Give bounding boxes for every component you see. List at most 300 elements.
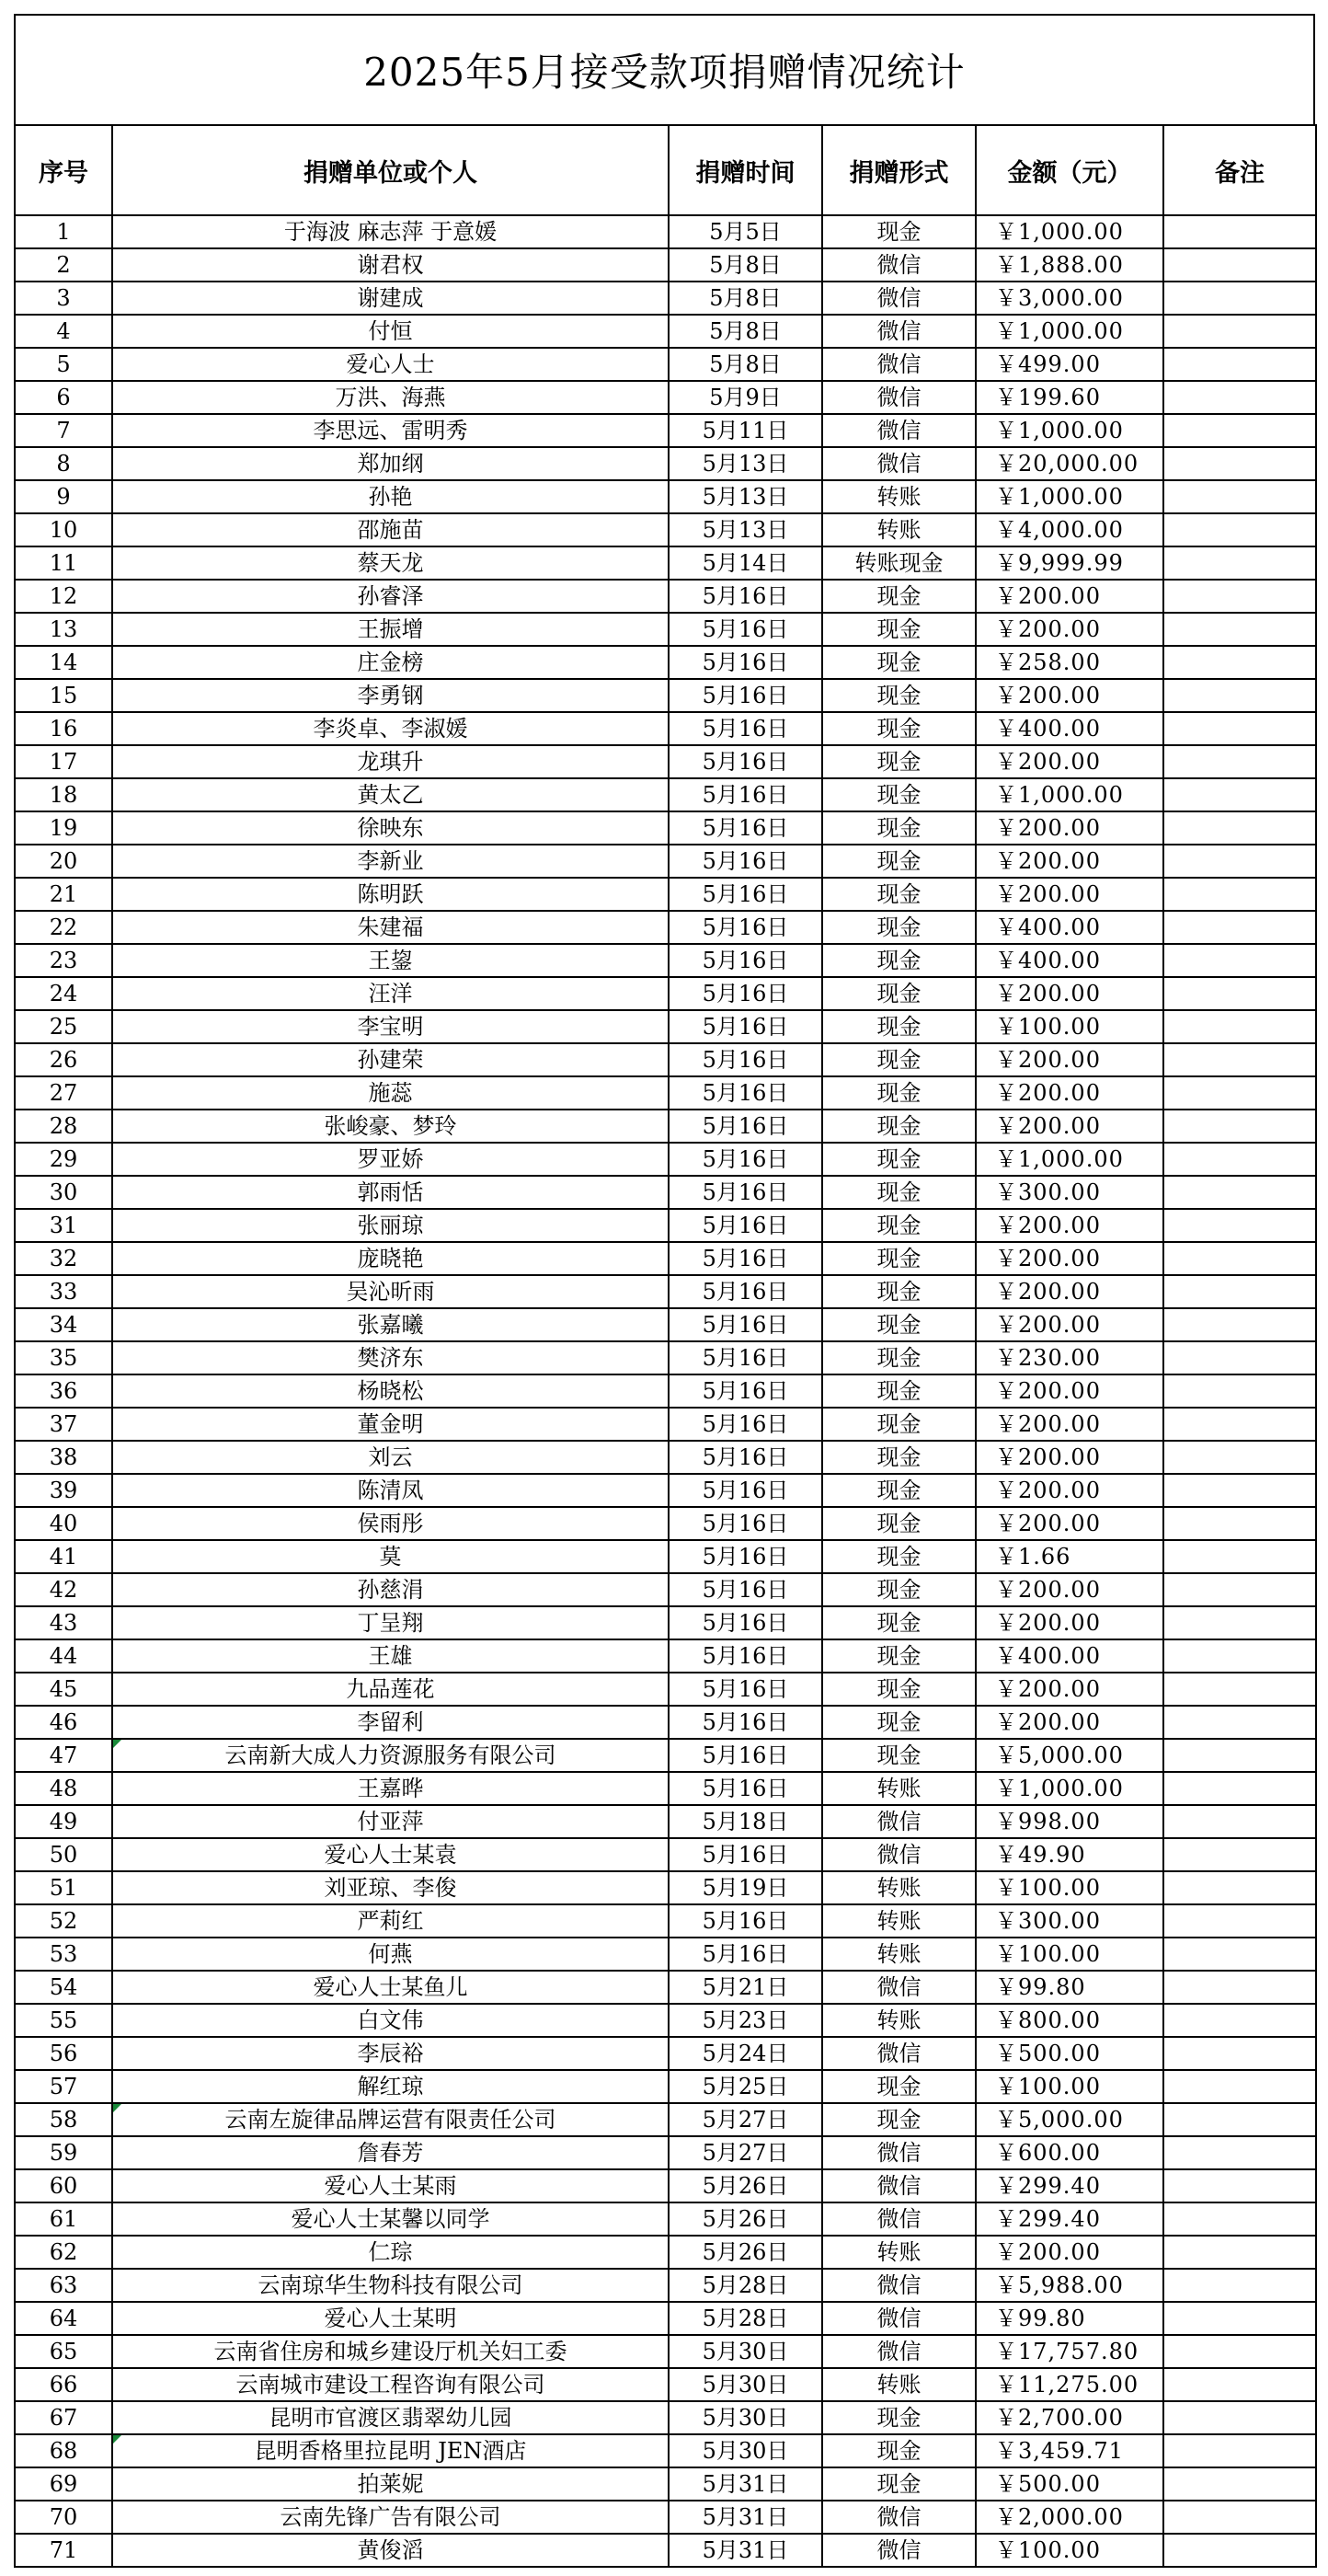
cell-note[interactable] (1163, 679, 1316, 712)
cell-note[interactable] (1163, 447, 1316, 480)
cell-donor[interactable]: 陈明跃 (112, 878, 669, 911)
cell-note[interactable] (1163, 1308, 1316, 1341)
cell-date[interactable]: 5月25日 (669, 2070, 822, 2103)
cell-method[interactable]: 现金 (822, 613, 976, 646)
cell-note[interactable] (1163, 646, 1316, 679)
cell-amount[interactable]: ￥400.00 (976, 1639, 1163, 1673)
cell-amount[interactable]: ￥200.00 (976, 679, 1163, 712)
cell-date[interactable]: 5月26日 (669, 2202, 822, 2236)
cell-note[interactable] (1163, 1805, 1316, 1838)
cell-note[interactable] (1163, 2501, 1316, 2534)
cell-date[interactable]: 5月16日 (669, 1143, 822, 1176)
cell-amount[interactable]: ￥299.40 (976, 2202, 1163, 2236)
cell-method[interactable]: 微信 (822, 2501, 976, 2534)
cell-index[interactable]: 46 (15, 1706, 112, 1739)
cell-note[interactable] (1163, 1673, 1316, 1706)
cell-note[interactable] (1163, 1772, 1316, 1805)
cell-index[interactable]: 66 (15, 2368, 112, 2401)
cell-amount[interactable]: ￥998.00 (976, 1805, 1163, 1838)
cell-donor[interactable]: 孙慈涓 (112, 1573, 669, 1606)
cell-index[interactable]: 1 (15, 215, 112, 248)
cell-note[interactable] (1163, 1408, 1316, 1441)
cell-note[interactable] (1163, 215, 1316, 248)
cell-amount[interactable]: ￥49.90 (976, 1838, 1163, 1871)
cell-donor[interactable]: 孙艳 (112, 480, 669, 513)
cell-note[interactable] (1163, 1507, 1316, 1540)
cell-note[interactable] (1163, 546, 1316, 580)
cell-method[interactable]: 现金 (822, 1341, 976, 1374)
cell-method[interactable]: 现金 (822, 977, 976, 1010)
cell-method[interactable]: 现金 (822, 1176, 976, 1209)
cell-donor[interactable]: 王雄 (112, 1639, 669, 1673)
cell-date[interactable]: 5月16日 (669, 1374, 822, 1408)
cell-method[interactable]: 现金 (822, 1308, 976, 1341)
cell-method[interactable]: 微信 (822, 2037, 976, 2070)
cell-date[interactable]: 5月5日 (669, 215, 822, 248)
cell-index[interactable]: 42 (15, 1573, 112, 1606)
cell-method[interactable]: 现金 (822, 911, 976, 944)
header-date[interactable]: 捐赠时间 (669, 125, 822, 215)
cell-note[interactable] (1163, 580, 1316, 613)
cell-date[interactable]: 5月16日 (669, 1938, 822, 1971)
cell-date[interactable]: 5月16日 (669, 1838, 822, 1871)
cell-index[interactable]: 54 (15, 1971, 112, 2004)
cell-date[interactable]: 5月16日 (669, 1275, 822, 1308)
cell-note[interactable] (1163, 1938, 1316, 1971)
cell-donor[interactable]: 李宝明 (112, 1010, 669, 1043)
cell-note[interactable] (1163, 1739, 1316, 1772)
cell-index[interactable]: 45 (15, 1673, 112, 1706)
cell-note[interactable] (1163, 613, 1316, 646)
cell-date[interactable]: 5月8日 (669, 248, 822, 282)
cell-date[interactable]: 5月27日 (669, 2103, 822, 2136)
cell-date[interactable]: 5月16日 (669, 977, 822, 1010)
cell-date[interactable]: 5月27日 (669, 2136, 822, 2169)
cell-donor[interactable]: 丁呈翔 (112, 1606, 669, 1639)
cell-date[interactable]: 5月16日 (669, 1540, 822, 1573)
cell-date[interactable]: 5月16日 (669, 1706, 822, 1739)
cell-method[interactable]: 转账 (822, 480, 976, 513)
cell-date[interactable]: 5月16日 (669, 1076, 822, 1110)
cell-date[interactable]: 5月16日 (669, 1242, 822, 1275)
cell-date[interactable]: 5月31日 (669, 2534, 822, 2567)
cell-donor[interactable]: 解红琼 (112, 2070, 669, 2103)
cell-index[interactable]: 61 (15, 2202, 112, 2236)
cell-note[interactable] (1163, 480, 1316, 513)
cell-donor[interactable] (112, 2434, 669, 2467)
cell-amount[interactable]: ￥200.00 (976, 1242, 1163, 1275)
cell-note[interactable] (1163, 778, 1316, 811)
cell-amount[interactable]: ￥300.00 (976, 1904, 1163, 1938)
cell-amount[interactable]: ￥1,000.00 (976, 480, 1163, 513)
cell-method[interactable]: 现金 (822, 944, 976, 977)
cell-index[interactable]: 29 (15, 1143, 112, 1176)
cell-date[interactable]: 5月16日 (669, 1673, 822, 1706)
cell-index[interactable]: 23 (15, 944, 112, 977)
cell-note[interactable] (1163, 315, 1316, 348)
cell-donor[interactable]: 云南城市建设工程咨询有限公司 (112, 2368, 669, 2401)
cell-amount[interactable]: ￥300.00 (976, 1176, 1163, 1209)
cell-method[interactable]: 现金 (822, 2434, 976, 2467)
cell-index[interactable]: 68 (15, 2434, 112, 2467)
cell-amount[interactable]: ￥200.00 (976, 1606, 1163, 1639)
cell-donor[interactable]: 昆明市官渡区翡翠幼儿园 (112, 2401, 669, 2434)
cell-index[interactable]: 10 (15, 513, 112, 546)
cell-donor[interactable]: 爱心人士某袁 (112, 1838, 669, 1871)
cell-donor[interactable]: 李留利 (112, 1706, 669, 1739)
cell-donor[interactable]: 张嘉曦 (112, 1308, 669, 1341)
cell-note[interactable] (1163, 1706, 1316, 1739)
cell-method[interactable]: 转账 (822, 2236, 976, 2269)
cell-amount[interactable]: ￥200.00 (976, 1110, 1163, 1143)
cell-amount[interactable]: ￥99.80 (976, 2302, 1163, 2335)
cell-note[interactable] (1163, 1209, 1316, 1242)
cell-amount[interactable]: ￥500.00 (976, 2037, 1163, 2070)
cell-method[interactable]: 现金 (822, 1441, 976, 1474)
cell-method[interactable]: 现金 (822, 1209, 976, 1242)
cell-date[interactable]: 5月26日 (669, 2169, 822, 2202)
cell-method[interactable]: 现金 (822, 1275, 976, 1308)
cell-method[interactable]: 现金 (822, 1474, 976, 1507)
cell-donor[interactable]: 侯雨彤 (112, 1507, 669, 1540)
cell-method[interactable]: 现金 (822, 1408, 976, 1441)
cell-date[interactable]: 5月16日 (669, 1341, 822, 1374)
cell-date[interactable]: 5月16日 (669, 1639, 822, 1673)
cell-donor[interactable]: 龙琪升 (112, 745, 669, 778)
cell-method[interactable]: 现金 (822, 580, 976, 613)
cell-donor[interactable] (112, 1739, 669, 1772)
cell-date[interactable]: 5月16日 (669, 613, 822, 646)
cell-amount[interactable]: ￥299.40 (976, 2169, 1163, 2202)
cell-donor[interactable]: 孙建荣 (112, 1043, 669, 1076)
cell-amount[interactable]: ￥1,000.00 (976, 778, 1163, 811)
cell-date[interactable]: 5月16日 (669, 1308, 822, 1341)
cell-method[interactable]: 微信 (822, 2534, 976, 2567)
cell-method[interactable]: 转账 (822, 2004, 976, 2037)
cell-note[interactable] (1163, 2037, 1316, 2070)
cell-donor[interactable]: 詹春芳 (112, 2136, 669, 2169)
cell-amount[interactable]: ￥200.00 (976, 878, 1163, 911)
cell-date[interactable]: 5月16日 (669, 1474, 822, 1507)
cell-date[interactable]: 5月23日 (669, 2004, 822, 2037)
cell-amount[interactable]: ￥200.00 (976, 1209, 1163, 1242)
cell-note[interactable] (1163, 1474, 1316, 1507)
cell-amount[interactable]: ￥500.00 (976, 2467, 1163, 2501)
cell-donor[interactable]: 徐映东 (112, 811, 669, 845)
cell-note[interactable] (1163, 878, 1316, 911)
cell-method[interactable]: 微信 (822, 1971, 976, 2004)
cell-date[interactable]: 5月16日 (669, 712, 822, 745)
cell-donor[interactable]: 郑加纲 (112, 447, 669, 480)
cell-note[interactable] (1163, 845, 1316, 878)
cell-donor[interactable]: 罗亚娇 (112, 1143, 669, 1176)
cell-note[interactable] (1163, 2302, 1316, 2335)
cell-index[interactable]: 49 (15, 1805, 112, 1838)
cell-method[interactable]: 现金 (822, 811, 976, 845)
cell-donor[interactable]: 何燕 (112, 1938, 669, 1971)
cell-amount[interactable]: ￥800.00 (976, 2004, 1163, 2037)
cell-amount[interactable]: ￥1,000.00 (976, 1772, 1163, 1805)
cell-index[interactable]: 36 (15, 1374, 112, 1408)
cell-donor[interactable]: 付恒 (112, 315, 669, 348)
cell-note[interactable] (1163, 1176, 1316, 1209)
cell-date[interactable]: 5月30日 (669, 2434, 822, 2467)
cell-donor[interactable] (112, 2103, 669, 2136)
cell-note[interactable] (1163, 1341, 1316, 1374)
cell-index[interactable]: 14 (15, 646, 112, 679)
cell-index[interactable]: 53 (15, 1938, 112, 1971)
cell-note[interactable] (1163, 2169, 1316, 2202)
cell-method[interactable]: 现金 (822, 1573, 976, 1606)
cell-date[interactable]: 5月13日 (669, 480, 822, 513)
cell-index[interactable]: 15 (15, 679, 112, 712)
cell-date[interactable]: 5月21日 (669, 1971, 822, 2004)
cell-note[interactable] (1163, 2368, 1316, 2401)
cell-index[interactable]: 30 (15, 1176, 112, 1209)
cell-note[interactable] (1163, 248, 1316, 282)
cell-index[interactable]: 51 (15, 1871, 112, 1904)
cell-amount[interactable]: ￥200.00 (976, 1374, 1163, 1408)
cell-amount[interactable]: ￥100.00 (976, 1010, 1163, 1043)
cell-method[interactable]: 微信 (822, 447, 976, 480)
cell-donor[interactable]: 刘云 (112, 1441, 669, 1474)
cell-method[interactable]: 现金 (822, 2401, 976, 2434)
cell-index[interactable]: 17 (15, 745, 112, 778)
cell-index[interactable]: 18 (15, 778, 112, 811)
cell-amount[interactable]: ￥100.00 (976, 2534, 1163, 2567)
cell-amount[interactable]: ￥200.00 (976, 613, 1163, 646)
cell-amount[interactable]: ￥499.00 (976, 348, 1163, 381)
cell-index[interactable]: 38 (15, 1441, 112, 1474)
cell-amount[interactable]: ￥200.00 (976, 1507, 1163, 1540)
cell-method[interactable]: 现金 (822, 1706, 976, 1739)
cell-donor[interactable]: 黄俊滔 (112, 2534, 669, 2567)
cell-amount[interactable]: ￥1,000.00 (976, 1143, 1163, 1176)
cell-note[interactable] (1163, 1143, 1316, 1176)
cell-method[interactable]: 现金 (822, 1606, 976, 1639)
cell-index[interactable]: 11 (15, 546, 112, 580)
header-amount[interactable]: 金额（元） (976, 125, 1163, 215)
cell-donor[interactable]: 爱心人士某馨以同学 (112, 2202, 669, 2236)
cell-method[interactable]: 转账现金 (822, 546, 976, 580)
cell-donor[interactable]: 九品莲花 (112, 1673, 669, 1706)
cell-note[interactable] (1163, 2136, 1316, 2169)
cell-method[interactable]: 转账 (822, 1772, 976, 1805)
cell-date[interactable]: 5月13日 (669, 513, 822, 546)
cell-note[interactable] (1163, 1010, 1316, 1043)
cell-index[interactable]: 2 (15, 248, 112, 282)
cell-date[interactable]: 5月8日 (669, 315, 822, 348)
cell-method[interactable]: 现金 (822, 646, 976, 679)
cell-method[interactable]: 现金 (822, 1639, 976, 1673)
cell-index[interactable]: 13 (15, 613, 112, 646)
cell-method[interactable]: 转账 (822, 1904, 976, 1938)
cell-amount[interactable]: ￥200.00 (976, 1308, 1163, 1341)
cell-donor[interactable]: 谢君权 (112, 248, 669, 282)
cell-method[interactable]: 转账 (822, 1871, 976, 1904)
cell-amount[interactable]: ￥200.00 (976, 811, 1163, 845)
cell-index[interactable]: 27 (15, 1076, 112, 1110)
cell-date[interactable]: 5月16日 (669, 745, 822, 778)
cell-method[interactable]: 微信 (822, 2335, 976, 2368)
cell-date[interactable]: 5月16日 (669, 778, 822, 811)
cell-index[interactable]: 60 (15, 2169, 112, 2202)
cell-note[interactable] (1163, 977, 1316, 1010)
cell-note[interactable] (1163, 745, 1316, 778)
cell-method[interactable]: 现金 (822, 2467, 976, 2501)
cell-amount[interactable]: ￥200.00 (976, 1275, 1163, 1308)
cell-note[interactable] (1163, 2269, 1316, 2302)
cell-method[interactable]: 微信 (822, 2269, 976, 2302)
cell-note[interactable] (1163, 911, 1316, 944)
cell-note[interactable] (1163, 381, 1316, 414)
cell-donor[interactable]: 汪洋 (112, 977, 669, 1010)
cell-note[interactable] (1163, 1871, 1316, 1904)
cell-donor[interactable]: 严莉红 (112, 1904, 669, 1938)
cell-note[interactable] (1163, 2335, 1316, 2368)
cell-method[interactable]: 微信 (822, 2136, 976, 2169)
header-index[interactable]: 序号 (15, 125, 112, 215)
cell-index[interactable]: 59 (15, 2136, 112, 2169)
cell-note[interactable] (1163, 1242, 1316, 1275)
cell-method[interactable]: 现金 (822, 1673, 976, 1706)
cell-method[interactable]: 现金 (822, 215, 976, 248)
cell-date[interactable]: 5月16日 (669, 1209, 822, 1242)
cell-date[interactable]: 5月16日 (669, 811, 822, 845)
cell-method[interactable]: 微信 (822, 2202, 976, 2236)
cell-amount[interactable]: ￥5,988.00 (976, 2269, 1163, 2302)
cell-donor[interactable]: 李辰裕 (112, 2037, 669, 2070)
cell-method[interactable]: 微信 (822, 381, 976, 414)
cell-note[interactable] (1163, 2070, 1316, 2103)
cell-date[interactable]: 5月30日 (669, 2335, 822, 2368)
cell-donor[interactable]: 庞晓艳 (112, 1242, 669, 1275)
cell-donor[interactable]: 李勇钢 (112, 679, 669, 712)
cell-amount[interactable]: ￥2,700.00 (976, 2401, 1163, 2434)
cell-amount[interactable]: ￥258.00 (976, 646, 1163, 679)
cell-note[interactable] (1163, 1441, 1316, 1474)
cell-method[interactable]: 微信 (822, 1838, 976, 1871)
cell-date[interactable]: 5月28日 (669, 2302, 822, 2335)
cell-index[interactable]: 40 (15, 1507, 112, 1540)
cell-index[interactable]: 62 (15, 2236, 112, 2269)
cell-donor[interactable]: 黄太乙 (112, 778, 669, 811)
cell-note[interactable] (1163, 348, 1316, 381)
cell-amount[interactable]: ￥200.00 (976, 745, 1163, 778)
cell-donor[interactable]: 邵施苗 (112, 513, 669, 546)
cell-index[interactable]: 25 (15, 1010, 112, 1043)
cell-index[interactable]: 43 (15, 1606, 112, 1639)
cell-method[interactable]: 微信 (822, 1805, 976, 1838)
cell-index[interactable]: 9 (15, 480, 112, 513)
cell-amount[interactable]: ￥3,459.71 (976, 2434, 1163, 2467)
cell-index[interactable]: 37 (15, 1408, 112, 1441)
cell-amount[interactable]: ￥199.60 (976, 381, 1163, 414)
cell-note[interactable] (1163, 1110, 1316, 1143)
cell-method[interactable]: 现金 (822, 679, 976, 712)
cell-date[interactable]: 5月16日 (669, 646, 822, 679)
cell-amount[interactable]: ￥20,000.00 (976, 447, 1163, 480)
cell-amount[interactable]: ￥1,000.00 (976, 315, 1163, 348)
cell-index[interactable]: 31 (15, 1209, 112, 1242)
cell-amount[interactable]: ￥230.00 (976, 1341, 1163, 1374)
cell-date[interactable]: 5月16日 (669, 1441, 822, 1474)
cell-method[interactable]: 现金 (822, 1739, 976, 1772)
cell-donor[interactable]: 云南先锋广告有限公司 (112, 2501, 669, 2534)
cell-note[interactable] (1163, 513, 1316, 546)
cell-index[interactable]: 70 (15, 2501, 112, 2534)
cell-method[interactable]: 现金 (822, 745, 976, 778)
cell-note[interactable] (1163, 1639, 1316, 1673)
cell-donor[interactable]: 李炎卓、李淑媛 (112, 712, 669, 745)
cell-note[interactable] (1163, 1275, 1316, 1308)
cell-method[interactable]: 现金 (822, 712, 976, 745)
cell-note[interactable] (1163, 2467, 1316, 2501)
cell-donor[interactable]: 庄金榜 (112, 646, 669, 679)
cell-date[interactable]: 5月16日 (669, 911, 822, 944)
cell-amount[interactable]: ￥1,000.00 (976, 414, 1163, 447)
cell-method[interactable]: 微信 (822, 348, 976, 381)
cell-amount[interactable]: ￥3,000.00 (976, 282, 1163, 315)
cell-method[interactable]: 微信 (822, 282, 976, 315)
cell-index[interactable]: 35 (15, 1341, 112, 1374)
cell-note[interactable] (1163, 1043, 1316, 1076)
cell-donor[interactable]: 郭雨恬 (112, 1176, 669, 1209)
cell-index[interactable]: 19 (15, 811, 112, 845)
cell-donor[interactable]: 蔡天龙 (112, 546, 669, 580)
cell-date[interactable]: 5月31日 (669, 2501, 822, 2534)
cell-amount[interactable]: ￥99.80 (976, 1971, 1163, 2004)
cell-donor[interactable]: 莫 (112, 1540, 669, 1573)
cell-note[interactable] (1163, 1971, 1316, 2004)
cell-donor[interactable]: 仁琮 (112, 2236, 669, 2269)
cell-amount[interactable]: ￥1,000.00 (976, 215, 1163, 248)
cell-method[interactable]: 转账 (822, 513, 976, 546)
title-cell[interactable] (14, 14, 1315, 124)
cell-date[interactable]: 5月8日 (669, 348, 822, 381)
cell-donor[interactable]: 爱心人士某明 (112, 2302, 669, 2335)
cell-index[interactable]: 56 (15, 2037, 112, 2070)
cell-method[interactable]: 现金 (822, 1110, 976, 1143)
cell-index[interactable]: 7 (15, 414, 112, 447)
cell-amount[interactable]: ￥1.66 (976, 1540, 1163, 1573)
cell-date[interactable]: 5月16日 (669, 845, 822, 878)
cell-date[interactable]: 5月16日 (669, 1110, 822, 1143)
cell-index[interactable]: 44 (15, 1639, 112, 1673)
cell-method[interactable]: 转账 (822, 1938, 976, 1971)
cell-method[interactable]: 现金 (822, 1010, 976, 1043)
cell-donor[interactable]: 爱心人士某鱼儿 (112, 1971, 669, 2004)
cell-method[interactable]: 微信 (822, 414, 976, 447)
cell-index[interactable]: 21 (15, 878, 112, 911)
cell-note[interactable] (1163, 1076, 1316, 1110)
cell-amount[interactable]: ￥17,757.80 (976, 2335, 1163, 2368)
cell-date[interactable]: 5月8日 (669, 282, 822, 315)
cell-amount[interactable]: ￥400.00 (976, 944, 1163, 977)
cell-note[interactable] (1163, 1374, 1316, 1408)
cell-date[interactable]: 5月11日 (669, 414, 822, 447)
cell-method[interactable]: 现金 (822, 1143, 976, 1176)
cell-donor[interactable]: 张峻豪、梦玲 (112, 1110, 669, 1143)
cell-amount[interactable]: ￥400.00 (976, 911, 1163, 944)
cell-donor[interactable]: 樊济东 (112, 1341, 669, 1374)
cell-donor[interactable]: 王振增 (112, 613, 669, 646)
cell-donor[interactable]: 李思远、雷明秀 (112, 414, 669, 447)
cell-donor[interactable]: 董金明 (112, 1408, 669, 1441)
cell-amount[interactable]: ￥9,999.99 (976, 546, 1163, 580)
cell-note[interactable] (1163, 1573, 1316, 1606)
cell-date[interactable]: 5月18日 (669, 1805, 822, 1838)
